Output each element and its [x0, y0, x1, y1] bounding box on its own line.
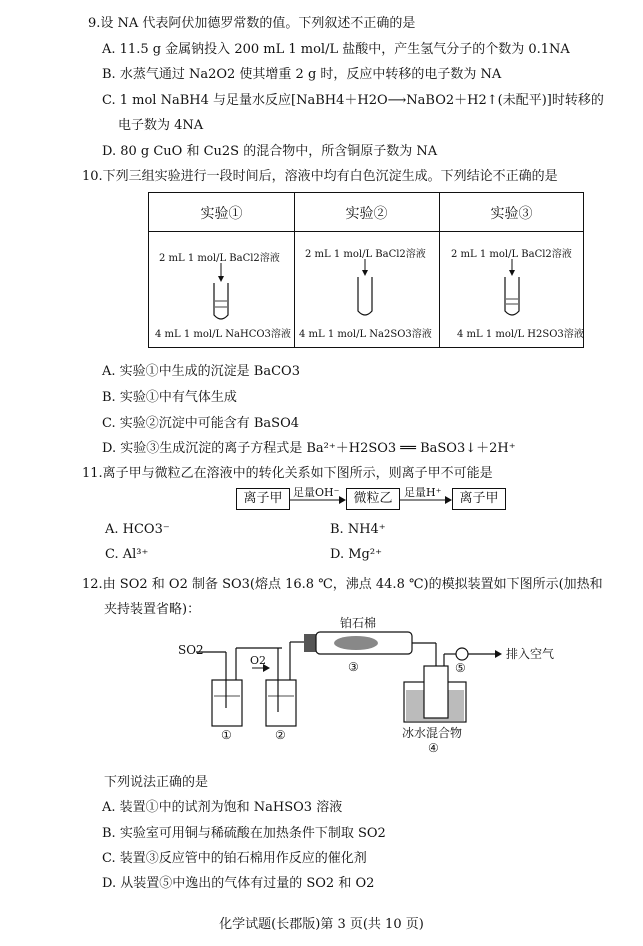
- q10-option-c: C. 实验②沉淀中可能含有 BaSO4: [102, 416, 300, 431]
- header-exp2: 实验②: [345, 206, 388, 222]
- q12-stem-line1: 12.由 SO2 和 O2 制备 SO3(熔点 16.8 ℃，沸点 44.8 ℃)的模拟装置如下图所示(加热和: [82, 577, 603, 592]
- q12-stem-line2: 夹持装置省略)：: [104, 602, 201, 617]
- q11-option-a: A. HCO3⁻: [105, 522, 170, 537]
- wash-bottle-2: [266, 680, 296, 726]
- q10-option-a: A. 实验①中生成的沉淀是 BaCO3: [102, 364, 300, 379]
- q11-arrow2-label: 足量H⁺: [404, 486, 442, 499]
- label-n5: ⑤: [455, 661, 466, 675]
- q11-box-particle-b: 微粒乙: [346, 488, 400, 510]
- q10-option-b: B. 实验①中有气体生成: [102, 390, 237, 405]
- exp3-bottom-reagent: 4 mL 1 mol/L H2SO3溶液: [457, 329, 584, 340]
- q12-option-d: D. 从装置⑤中逸出的气体有过量的 SO2 和 O2: [102, 876, 375, 891]
- q9-stem: 9.设 NA 代表阿伏加德罗常数的值。下列叙述不正确的是: [88, 16, 416, 31]
- exp1-top-reagent: 2 mL 1 mol/L BaCl2溶液: [159, 253, 280, 264]
- q12-option-b: B. 实验室可用铜与稀硫酸在加热条件下制取 SO2: [102, 826, 386, 841]
- q10-experiment-table: [148, 192, 584, 348]
- test-tube-2: [358, 259, 372, 315]
- q12-option-a: A. 装置①中的试剂为饱和 NaHSO3 溶液: [102, 800, 343, 815]
- test-tube-1: [214, 263, 228, 319]
- q10-option-d: D. 实验③生成沉淀的离子方程式是 Ba²⁺＋H2SO3 ══ BaSO3↓＋2H⁺: [102, 441, 516, 456]
- label-ice: 冰水混合物: [402, 726, 463, 740]
- test-tube-3: [505, 259, 519, 315]
- label-exhaust: 排入空气: [506, 647, 555, 661]
- exp2-bottom-reagent: 4 mL 1 mol/L Na2SO3溶液: [299, 329, 432, 340]
- drying-tube: [456, 648, 468, 660]
- exp1-bottom-reagent: 4 mL 1 mol/L NaHCO3溶液: [155, 329, 291, 340]
- q11-stem: 11.离子甲与微粒乙在溶液中的转化关系如下图所示，则离子甲不可能是: [82, 466, 493, 481]
- q11-option-d: D. Mg²⁺: [330, 547, 382, 562]
- exp3-top-reagent: 2 mL 1 mol/L BaCl2溶液: [451, 249, 572, 260]
- q12-apparatus-diagram: [0, 620, 643, 760]
- platinum-asbestos: [334, 636, 378, 650]
- q12-lead: 下列说法正确的是: [104, 775, 209, 790]
- q11-box-ion-a: 离子甲: [236, 488, 290, 510]
- label-n4: ④: [428, 741, 439, 755]
- label-n2: ②: [275, 728, 286, 742]
- exp2-top-reagent: 2 mL 1 mol/L BaCl2溶液: [305, 249, 426, 260]
- collection-tube: [424, 666, 448, 718]
- page-footer: 化学试题(长郡版)第 3 页(共 10 页): [219, 917, 424, 932]
- q9-option-a: A. 11.5 g 金属钠投入 200 mL 1 mol/L 盐酸中，产生氢气分子的个数为 0.1NA: [102, 42, 570, 57]
- label-n1: ①: [221, 728, 232, 742]
- wash-bottle-1: [212, 680, 242, 726]
- q9-option-c-cont: 电子数为 4NA: [118, 118, 204, 133]
- header-exp1: 实验①: [200, 206, 243, 222]
- q11-option-b: B. NH4⁺: [330, 522, 386, 537]
- header-exp3: 实验③: [490, 206, 533, 222]
- q10-stem: 10.下列三组实验进行一段时间后，溶液中均有白色沉淀生成。下列结论不正确的是: [82, 169, 558, 184]
- label-n3: ③: [348, 660, 359, 674]
- q11-box-ion-a-2: 离子甲: [452, 488, 506, 510]
- q9-option-c: C. 1 mol NaBH4 与足量水反应[NaBH4＋H2O⟶NaBO2＋H2↑(未配平)]时转移的: [102, 93, 604, 108]
- q11-arrows: [0, 490, 643, 510]
- label-so2: SO2: [178, 643, 204, 657]
- label-platinum: 铂石棉: [340, 616, 377, 630]
- label-o2: O2: [250, 654, 267, 667]
- q11-arrow1-label: 足量OH⁻: [293, 486, 340, 499]
- q11-option-c: C. Al³⁺: [105, 547, 149, 562]
- stopper-left: [304, 634, 316, 652]
- q12-option-c: C. 装置③反应管中的铂石棉用作反应的催化剂: [102, 851, 367, 866]
- test-tube-drawings: [149, 193, 585, 349]
- q9-option-d: D. 80 g CuO 和 Cu2S 的混合物中，所含铜原子数为 NA: [102, 144, 438, 159]
- q9-option-b: B. 水蒸气通过 Na2O2 使其增重 2 g 时，反应中转移的电子数为 NA: [102, 67, 502, 82]
